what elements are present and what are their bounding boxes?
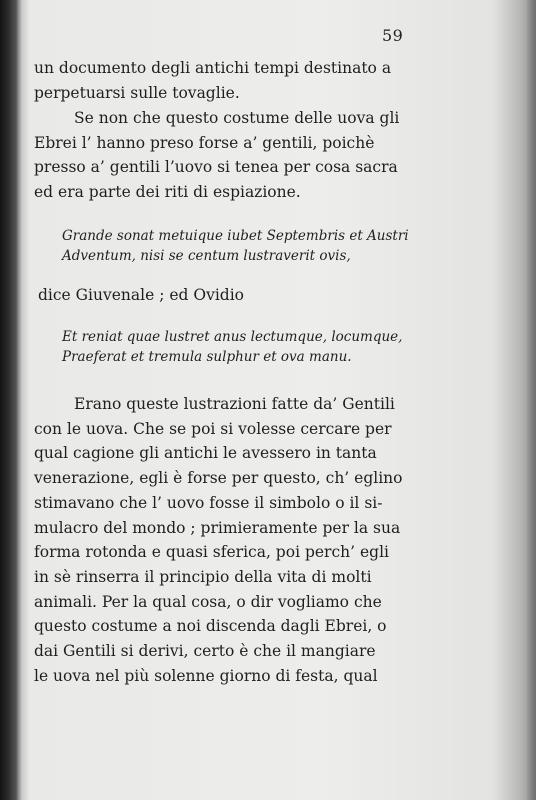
page-edge-shadow [526,0,536,800]
paragraph-2-line: presso a’ gentili l’uovo si tenea per cosa sacra [34,158,398,176]
page-number: 59 [382,26,404,45]
latin-quote-juvenal [62,226,409,266]
paragraph-2-line: ed era parte dei riti di espiazione. [34,182,301,201]
paragraph-3-line: con le uova. Che se poi si volesse cercare per [34,419,392,438]
paragraph-3-line: Erano queste lustrazioni fatte da’ Gentili [74,395,395,413]
paragraph-3-line: qual cagione gli antichi le avessero in tanta [34,444,377,463]
paragraph-3-line: animali. Per la qual cosa, o dir vogliamo che [34,592,382,611]
paragraph-3-line: in sè rinserra il principio della vita di molti [34,567,372,586]
paragraph-3-line: forma rotonda e quasi sferica, poi perch’ egli [34,543,389,562]
paragraph-2-line: Se non che questo costume delle uova gli [74,109,400,127]
interjection-line: dice Giuvenale ; ed Ovidio [38,286,244,304]
paragraph-3 [34,392,403,688]
paragraph-3-line: questo costume a noi discenda dagli Ebrei, o [34,617,387,636]
paragraph-3-line: venerazione, egli è forse per questo, ch’ eglino [34,469,403,488]
paragraph-1 [34,56,404,105]
paragraph-1-line: un documento degli antichi tempi destinato a [34,59,392,77]
quote-line: Adventum, nisi se centum lustraverit ovis, [62,248,351,264]
paragraph-3-line: mulacro del mondo ; primieramente per la sua [34,518,401,537]
quote-line: Praeferat et tremula sulphur et ova manu. [62,349,352,365]
paragraph-2 [34,106,404,204]
paragraph-3-line: stimavano che l’ uovo fosse il simbolo o il si- [34,493,383,512]
paragraph-3-line: le uova nel più solenne giorno di festa, qual [34,666,378,685]
quote-line: Et reniat quae lustret anus lectumque, locumque, [62,329,403,345]
quote-line: Grande sonat metuique iubet Septembris et Austri [62,228,409,244]
paragraph-2-line: Ebrei l’ hanno preso forse a’ gentili, poichè [34,133,375,152]
book-gutter-shadow [0,0,22,800]
paragraph-1-line: perpetuarsi sulle tovaglie. [34,83,240,102]
latin-quote-ovid [62,327,402,367]
paragraph-3-line: dai Gentili si derivi, certo è che il mangiare [34,642,376,661]
